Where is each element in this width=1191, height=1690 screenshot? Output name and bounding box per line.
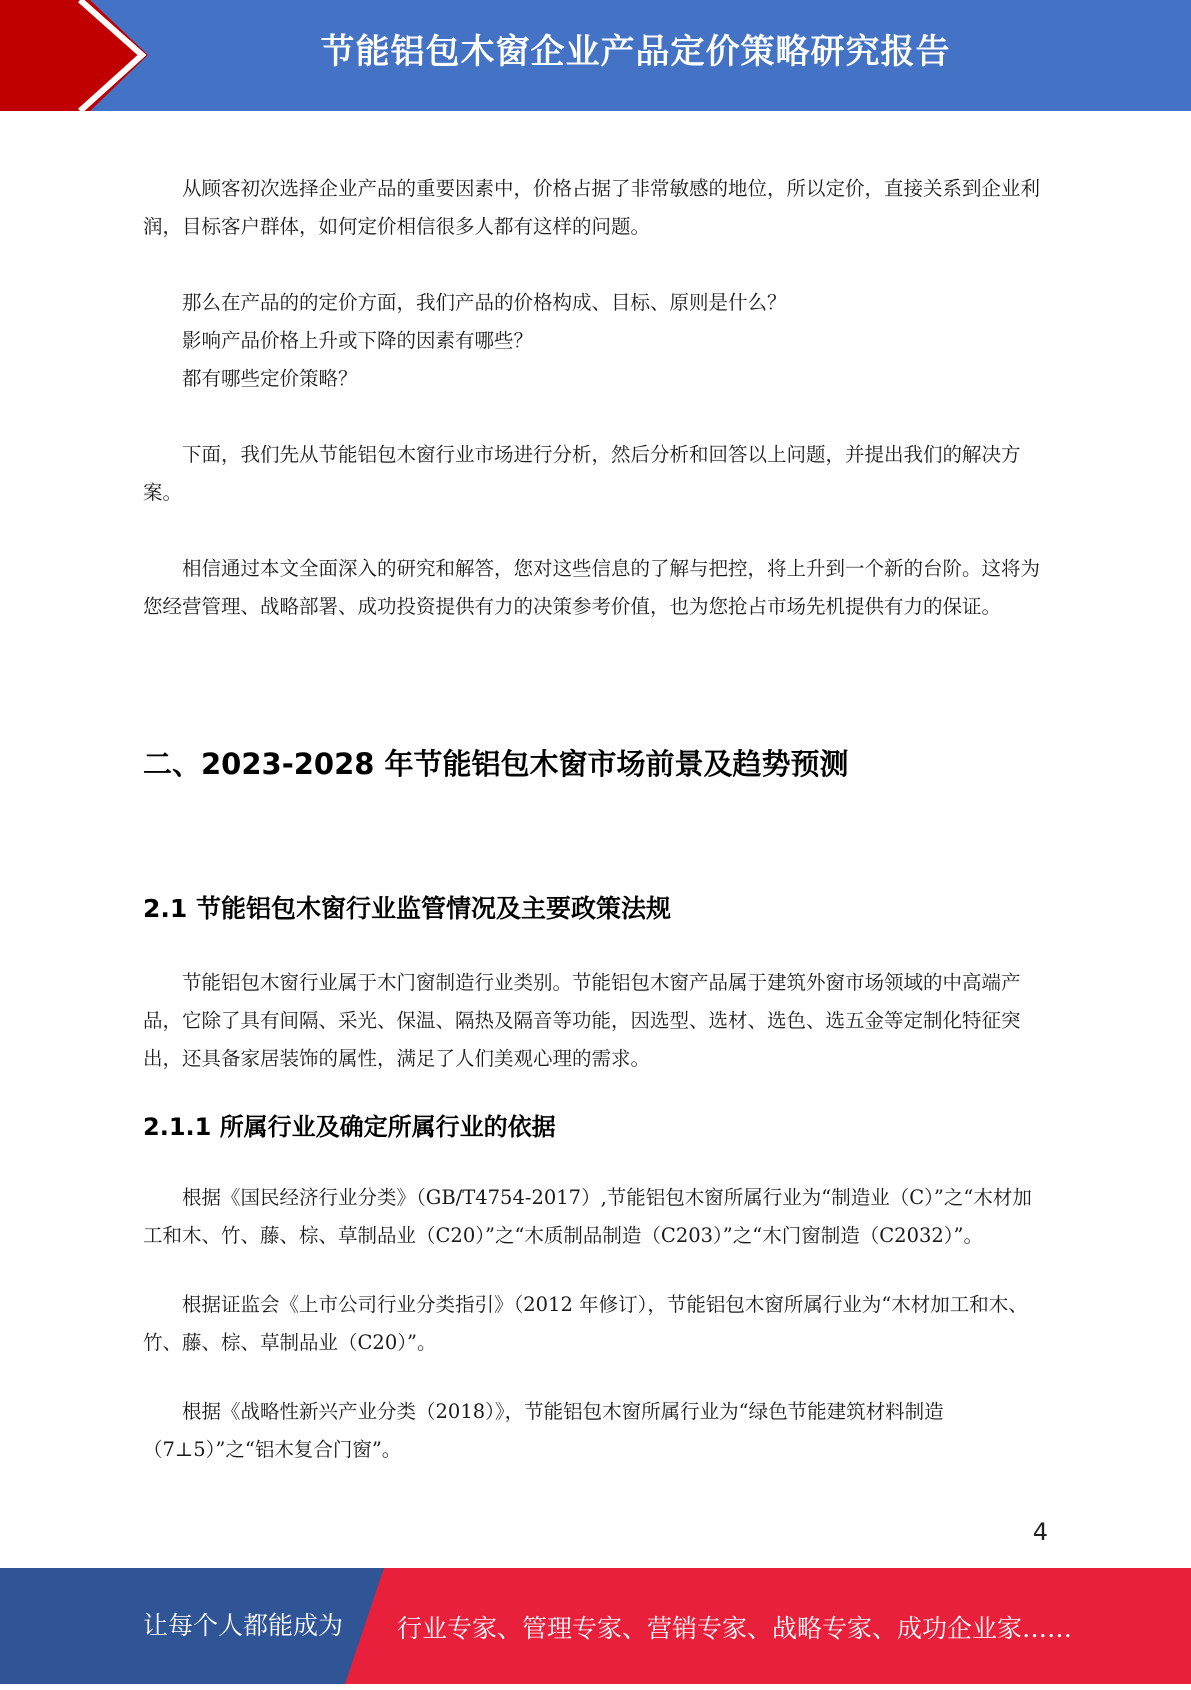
body-paragraph: 根据《国民经济行业分类》（GB/T4754-2017）,节能铝包木窗所属行业为“制造业（C）”之“木材加工和木、竹、藤、棕、草制品业（C20）”之“木质制品制造（C203）”之“木门窗制造（C2032）”。 (143, 1186, 1032, 1247)
body-paragraph: 根据《战略性新兴产业分类（2018）》，节能铝包木窗所属行业为“绿色节能建筑材料制造（7⊥5）”之“铝木复合门窗”。 (143, 1400, 944, 1461)
page-footer (0, 1568, 1191, 1684)
section-heading: 二、2023-2028 年节能铝包木窗市场前景及趋势预测 (143, 747, 849, 781)
page-number: 4 (1032, 1518, 1048, 1546)
intro-paragraph: 从顾客初次选择企业产品的重要因素中，价格占据了非常敏感的地位，所以定价，直接关系到企业利润，目标客户群体，如何定价相信很多人都有这样的问题。 (143, 177, 1041, 238)
subsubsection-heading: 2.1.1 所属行业及确定所属行业的依据 (143, 1113, 556, 1141)
subsubsection-body (143, 1179, 1048, 1469)
page-header (0, 0, 1191, 111)
intro-section (143, 170, 1048, 626)
question-line: 那么在产品的的定价方面，我们产品的价格构成、目标、原则是什么？ (182, 291, 787, 314)
footer-slogan-right: 行业专家、管理专家、营销专家、战略专家、成功企业家…… (397, 1614, 1073, 1643)
body-paragraph: 节能铝包木窗行业属于木门窗制造行业类别。节能铝包木窗产品属于建筑外窗市场领域的中高端产品，它除了具有间隔、采光、保温、隔热及隔音等功能，因选型、选材、选色、选五金等定制化特征突出，还具备家居装饰的属性，满足了人们美观心理的需求。 (143, 971, 1021, 1070)
body-paragraph: 根据证监会《上市公司行业分类指引》（2012 年修订），节能铝包木窗所属行业为“木材加工和木、竹、藤、棕、草制品业（C20）”。 (143, 1293, 1028, 1354)
intro-paragraph: 下面，我们先从节能铝包木窗行业市场进行分析，然后分析和回答以上问题，并提出我们的解决方案。 (143, 443, 1021, 504)
question-line: 都有哪些定价策略？ (182, 367, 358, 390)
footer-slogan-left: 让每个人都能成为 (143, 1611, 344, 1640)
subsection-heading: 2.1 节能铝包木窗行业监管情况及主要政策法规 (143, 894, 671, 923)
report-title: 节能铝包木窗企业产品定价策略研究报告 (320, 32, 951, 72)
subsection-body (143, 964, 1048, 1078)
question-line: 影响产品价格上升或下降的因素有哪些？ (182, 329, 534, 352)
intro-paragraph: 相信通过本文全面深入的研究和解答，您对这些信息的了解与把控，将上升到一个新的台阶。这将为您经营管理、战略部署、成功投资提供有力的决策参考价值，也为您抢占市场先机提供有力的保证。 (143, 557, 1041, 618)
